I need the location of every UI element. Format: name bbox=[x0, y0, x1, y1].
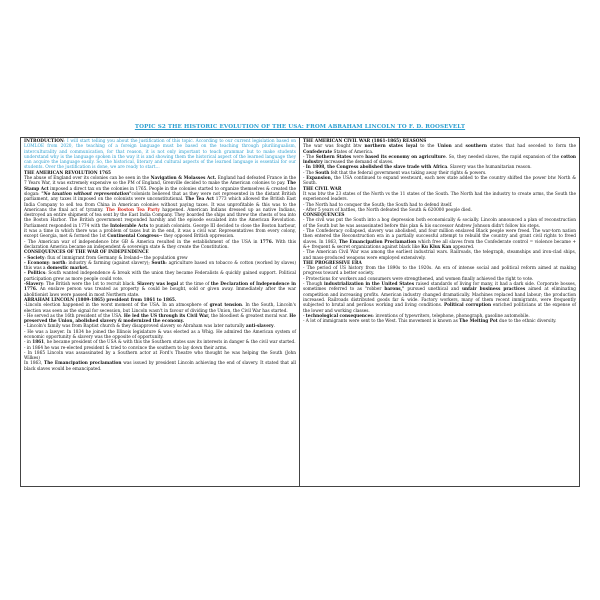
text-run: colonists believed that as they were not represented in the distant British parliament, any taxes it imposed on the colonists were unconstitutional. bbox=[24, 191, 297, 203]
text-run: : South wanted independence & break with the union they became Federalists & quickly gained support. Political participation grew as more people could vote. bbox=[24, 271, 296, 282]
text-run: states that had seceded to form the bbox=[486, 144, 576, 150]
text-run: industrialization in the United States bbox=[324, 282, 415, 288]
text-run: Political corruption bbox=[443, 303, 492, 309]
text-run: were bbox=[351, 154, 366, 160]
text-run: - in 1864 he was re-elected president & tried to convince the southern to lay down their arms. bbox=[24, 345, 228, 351]
text-run: "No taxation without representation" bbox=[41, 191, 132, 197]
intro-paragraph bbox=[24, 139, 296, 171]
text-run: - Society bbox=[24, 255, 45, 261]
text-run: Slavery was legal bbox=[137, 282, 179, 288]
text-run: technological consequences bbox=[305, 313, 373, 319]
text-run: the USA continued to expand westward, each new state added to the country shifted the power btw North & South. bbox=[303, 176, 576, 187]
text-run: barons," bbox=[384, 287, 405, 293]
text-run: -Lincoln election happened in the worst moment of the USA. In an atmosphere of bbox=[24, 303, 210, 309]
paragraph bbox=[303, 218, 576, 229]
text-run: With this declaration America became an independent & sovereign state & they create the Constitution. bbox=[24, 239, 296, 250]
text-run: to punish colonists. George III decided to close the Boston harbour, it was a time in which there was a problem of taxes but in the end, it was a civil war. Representatives from every colony, except Georgia, met & formed the 1st bbox=[24, 223, 296, 240]
text-run: at the time of bbox=[178, 282, 211, 288]
paragraph bbox=[303, 155, 576, 166]
right-column bbox=[300, 138, 579, 486]
text-run: . So, they needed slaves, the rapid expansion of the bbox=[445, 154, 561, 160]
paragraph bbox=[24, 330, 296, 341]
text-run: was issued by president Lincoln achieving the end of slavery. It stated that all black slaves would be emancipated. bbox=[24, 361, 296, 372]
text-run: - bbox=[303, 165, 306, 171]
text-run: An enslave person was treated as property & could be bought, sold or given away. Immediately after the war abolitionist laws were passed in most Northern state. bbox=[24, 287, 296, 298]
text-run: - The American Civil War was among the earliest industrial wars. Railroads, the telegraph, steamships and iron-clad ships, and mass-produced weapons were employed extensively. bbox=[303, 250, 576, 261]
paragraph bbox=[24, 176, 296, 240]
text-run: - bbox=[303, 176, 307, 182]
text-run: It was btw the 23 states of the North vs the 11 states of the South. The North had the industry to create arms, the South the experienced leaders. bbox=[303, 191, 576, 203]
text-run: unfair business practices bbox=[461, 287, 526, 293]
text-run: increased the demand of slaves. bbox=[322, 160, 394, 166]
paragraph bbox=[303, 282, 576, 314]
paragraph bbox=[303, 192, 576, 203]
text-run: - The American war of independence btw GB & America resulted in the establishment of the USA in bbox=[24, 239, 260, 245]
text-run: . Slavery was the humanitarian reason. bbox=[447, 165, 532, 171]
text-run: - Protections for workers and consumers were strengthened, and women finally achieved the right to vote. bbox=[303, 276, 534, 282]
paragraph bbox=[24, 271, 296, 282]
text-run: - The period of US history from the 1890s to the 1920s. An era of intense social and political reform aimed at making progress toward a better society. bbox=[303, 266, 576, 277]
text-run: INTRODUCTION bbox=[24, 139, 64, 144]
text-run: Intolerable Acts bbox=[110, 223, 149, 229]
text-run: - After 5 years of battles, the North defeated the South & 620000 people died. bbox=[303, 207, 472, 213]
text-run: The Tea Act bbox=[185, 197, 214, 203]
text-run: to the bbox=[417, 144, 438, 150]
text-run: The Emancipation Proclamation bbox=[338, 239, 417, 245]
text-run: northern states loyal bbox=[364, 144, 418, 150]
text-run: pursued unethical and bbox=[404, 287, 462, 293]
text-run: - In 1865 Lincoln was assassinated by a Southern actor at Ford's Theatre who thought he was helping the South (John Wilkes) bbox=[24, 350, 296, 362]
text-run: 1776. bbox=[259, 239, 274, 245]
text-run: - in bbox=[24, 340, 33, 346]
text-run: → they opposed British oppression. bbox=[158, 234, 235, 240]
text-run: : industry & farming (against slavery); bbox=[65, 260, 152, 266]
text-run: : agriculture based on tobacco & cotton (worked by slaves) this was a bbox=[24, 260, 296, 272]
paragraph bbox=[303, 250, 576, 261]
text-run: the bloodiest & greatest moral war. bbox=[209, 313, 290, 319]
text-run: and bbox=[451, 144, 466, 150]
text-run: States of America. bbox=[332, 149, 374, 155]
text-run: Ku Klux Kan bbox=[421, 244, 452, 250]
text-run: - Politics bbox=[24, 271, 46, 277]
text-run: , he became president of the USA & with this the Southern states saw its interests in danger & the civil war started. bbox=[44, 340, 296, 346]
paragraph bbox=[24, 240, 296, 251]
text-run: - Though bbox=[303, 282, 325, 288]
paragraph bbox=[24, 261, 296, 272]
text-run: the Declaration of Independence in 1776. bbox=[24, 282, 296, 293]
text-run: : inventions of typewriters, telephone, phonograph, gasoline automobile. bbox=[372, 313, 530, 319]
text-run: The Boston Tea Party bbox=[105, 207, 160, 213]
left-column bbox=[21, 138, 300, 486]
text-run: : I will start telling you about the justification of this topic. According to our current legislation based on LOMLOE from 2020, the teaching of a foreign language must be based on the teaching through plurilingualism, interculturality and communication, for that reason, it is not only important to teach grammar but to make students understand why is the language spoken in the way it is and showing them the historical aspect of the learned language they can acquire the language easily. So, the historical, literary and cultural aspects of the learned language is essential for our students. Over the justification is done, we are ready to start… bbox=[24, 139, 296, 171]
text-run: imposed a direct tax on the colonies in 1765. People in the colonies started to organize themselves & created the slogan: bbox=[24, 186, 296, 197]
text-run: The abuse of England over its colonies can be seen in the bbox=[24, 176, 151, 182]
text-run: - The bbox=[303, 154, 316, 160]
text-run: The Stamp Act bbox=[24, 181, 296, 192]
text-run: domestic market. bbox=[46, 266, 89, 272]
paragraph bbox=[24, 303, 296, 314]
text-run: felt that the federal government was taking away their rights & powers. bbox=[329, 170, 487, 176]
text-run: - The Confederacy collapsed, slavery was abolished, and four million enslaved Black people were freed. The war-torn nation then entered the Reconstruction era in a partially successful attempt to rebuild the country and grant civil rights to freed slaves. In 1863, bbox=[303, 229, 576, 245]
text-run: . bbox=[273, 324, 276, 330]
paragraph bbox=[24, 314, 296, 325]
text-run: South bbox=[315, 170, 330, 176]
text-run: South bbox=[151, 260, 166, 266]
text-run: based its economy on agriculture bbox=[365, 154, 446, 160]
document-title: TOPIC S2 THE HISTORIC EVOLUTION OF THE USA: FROM ABRAHAM LINCOLN TO F. D. ROOSEVELT bbox=[134, 124, 466, 130]
paragraph bbox=[24, 282, 296, 298]
text-run: - The bbox=[303, 170, 316, 176]
paragraph bbox=[24, 361, 296, 372]
text-run: CONSEQUENCES bbox=[303, 213, 345, 219]
text-run: great tension bbox=[209, 303, 243, 309]
text-run: Expansion, bbox=[306, 176, 333, 182]
paragraph bbox=[303, 229, 576, 250]
text-run: : The British were the 1st to recruit black. bbox=[43, 282, 138, 288]
text-run: THE AMERICAN REVOLUTION 1765 bbox=[24, 170, 111, 176]
text-run: - A lot of immigrants were sent to the West. This movement is known as bbox=[303, 319, 460, 325]
paragraph bbox=[303, 319, 576, 324]
text-run: He led the US through its Civil War, bbox=[123, 313, 210, 319]
text-run: raised standards of living for many, it had a dark side. Corporate bosses, sometimes referred to as "robber bbox=[303, 282, 577, 293]
text-run: north bbox=[52, 260, 66, 266]
text-run: : flux of immigrant from Germany & Ireland→ the population grew bbox=[44, 255, 188, 261]
text-run: southern bbox=[465, 144, 487, 150]
paragraph bbox=[303, 176, 576, 187]
text-run: The war was fought btw bbox=[303, 144, 365, 150]
text-run: THE CIVIL WAR bbox=[303, 186, 342, 192]
text-run: THE PROGRESSIVE ERA bbox=[303, 260, 362, 266]
text-run: In 1863, bbox=[24, 361, 45, 367]
text-run: In 1808, the Congress abolished the slave trade with Africa bbox=[305, 165, 448, 171]
text-run: England had defeated France in the 7 Years War, it was extremely expensive so the PM of England, Grenville decided to make the American colonies to pay. bbox=[24, 176, 297, 187]
text-run: enriched politicians at the expense of the lower and working classes. bbox=[303, 303, 577, 314]
text-run: . In the South, Lincoln's election was seen as the signal for secession, but Lincoln wasn't in favour of dividing the Union, the Civil War has started. bbox=[24, 303, 296, 314]
text-run: -Slavery bbox=[24, 282, 44, 288]
text-run: The Emancipation proclamation bbox=[44, 361, 122, 367]
text-run: : bbox=[49, 260, 53, 266]
text-run: appeared. bbox=[451, 244, 475, 250]
text-run: Union bbox=[437, 144, 452, 150]
document-page bbox=[20, 123, 580, 487]
text-run: Sothern States bbox=[315, 154, 352, 160]
text-run: - The North had to conquer the South; the South had to defend itself. bbox=[303, 202, 453, 208]
text-run: Continental Congress bbox=[107, 234, 159, 240]
text-run: THE AMERICAN CIVIL WAR (1861-1865) REASONS bbox=[303, 139, 427, 144]
text-run: - Lincoln's family was from Baptist church & they disapproved slavery so Abraham was later naturally bbox=[24, 324, 246, 330]
text-run: ABRAHAM LINCOLN (1809-1865) president from 1861 to 1865. bbox=[24, 297, 177, 303]
text-run: - He was a lawyer. In 1834 he joined the Illinois legislature & was elected as a Whig. He admired the American system of economic opportunity & slavery was the opposite of opportunity. bbox=[24, 329, 296, 340]
paragraph bbox=[24, 351, 296, 362]
text-run: 1773 which allowed the British East India Company to sell tea from China in American colonies without paying taxes. It was unprofitable & this was to the Americans the final act of tyranny. bbox=[24, 197, 296, 213]
paragraph bbox=[303, 144, 576, 155]
text-run: aimed at eliminating competition and increasing profits. American industry changed dramatically. Machines replaced hand labour; the production increased. Railroads distributed goods far & wide. Factory workers, many of them recent immigrants, were frequently subjected to brutal and perilous working and living conditions. bbox=[303, 287, 576, 309]
text-run: - He served as the 16th president of the USA. bbox=[24, 313, 124, 319]
text-run: He preserved the Union, abolished slavery & modernized the economy. bbox=[24, 313, 296, 325]
text-run: CONSEQUENCES OF THE WAR OF INDEPENDENCE bbox=[24, 250, 149, 256]
text-run: anti-slavery bbox=[245, 324, 274, 330]
text-run: The Melting Pot bbox=[459, 319, 498, 325]
text-run: Confederate bbox=[303, 149, 333, 155]
text-run: due to the ethnic diversity. bbox=[497, 319, 557, 325]
text-run: happened. American Indians dressed up as native Indians, destroyed an entire shipment of tea sent by the East India Company. They boarded the ships and threw the chests of tea into the Boston Harbor. The British government responded harshly and the episode escalated into the American Revolution. Parliament responded in 1774 with the bbox=[24, 207, 296, 229]
text-run: - The civil was put the South into a bog depression both economically & socially. Lincoln announced a plan of reconstruction of the South but he was assassinated before this plan & his successor Andrew Johnson didn't follow his steps. bbox=[303, 218, 576, 229]
text-run: - Economy bbox=[24, 260, 50, 266]
text-run: Navigation & Molasses Act. bbox=[150, 176, 217, 182]
text-run: which free all slaves from the Confederate control = violence became + &+ frequent & secret organizations against black like bbox=[303, 239, 577, 250]
text-run: cotton industry bbox=[303, 154, 577, 166]
text-run: 1861 bbox=[32, 340, 45, 346]
paragraph bbox=[303, 266, 576, 277]
two-column-box bbox=[20, 137, 580, 487]
text-run: - bbox=[303, 313, 306, 319]
